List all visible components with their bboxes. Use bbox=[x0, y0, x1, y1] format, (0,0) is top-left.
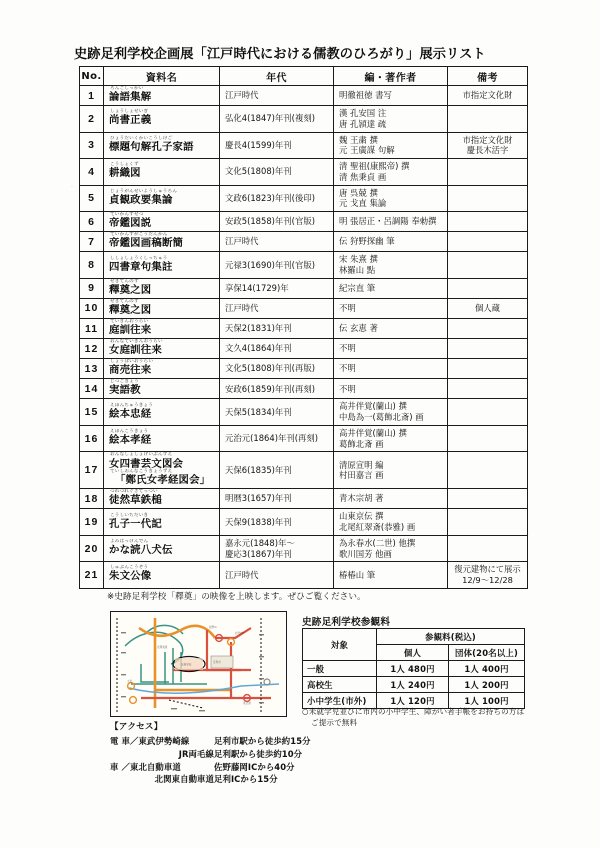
cell-year: 安政5(1858)年刊(官版) bbox=[220, 212, 334, 232]
furigana: ていかんずせつ bbox=[110, 212, 144, 218]
cell-title bbox=[104, 509, 220, 536]
title-text: 徒然草鉄槌 bbox=[109, 494, 162, 507]
cell-note bbox=[448, 252, 528, 279]
cell-note bbox=[448, 339, 528, 359]
cell-year: 江戸時代 bbox=[220, 562, 334, 588]
cell-no: 20 bbox=[80, 535, 104, 562]
fee-header-object: 対象 bbox=[303, 629, 377, 661]
title-text: 実語教 bbox=[109, 384, 141, 397]
table-header-row bbox=[80, 67, 528, 86]
furigana: よみはっけんでん bbox=[110, 539, 149, 545]
cell-note: 市指定文化財 慶長木活字 bbox=[448, 132, 528, 159]
cell-note bbox=[448, 319, 528, 339]
cell-author: 不明 bbox=[334, 298, 448, 318]
cell-no: 19 bbox=[80, 509, 104, 536]
title-text: 朱文公像 bbox=[109, 570, 152, 583]
cell-no: 11 bbox=[80, 319, 104, 339]
svg-text:佐野IC: 佐野IC bbox=[209, 626, 217, 629]
svg-text:足利学校: 足利学校 bbox=[181, 663, 192, 667]
cell-year: 享保14(1729)年 bbox=[220, 278, 334, 298]
cell-author: 清原宣明 編 村田嘉言 画 bbox=[334, 452, 448, 489]
title-text: 孔子一代記 bbox=[109, 517, 162, 530]
cell-no: 14 bbox=[80, 379, 104, 399]
cell-year: 慶長4(1599)年刊 bbox=[220, 132, 334, 159]
table-row bbox=[80, 339, 528, 359]
title-text: 庭訓往来 bbox=[109, 324, 152, 337]
fee-group: 1人 400円 bbox=[449, 661, 525, 677]
cell-title bbox=[104, 379, 220, 399]
furigana: じつごきょう bbox=[110, 379, 139, 385]
cell-author: 為永春水(二世) 他撰 歌川国芳 他画 bbox=[334, 535, 448, 562]
cell-author: 青木宗胡 著 bbox=[334, 489, 448, 509]
cell-title bbox=[104, 278, 220, 298]
cell-title bbox=[104, 298, 220, 318]
cell-author: 魏 王粛 撰 元 王廣謀 句解 bbox=[334, 132, 448, 159]
access-row bbox=[110, 761, 311, 774]
cell-no: 3 bbox=[80, 132, 104, 159]
furigana: ひょうだいくかいこうしけご bbox=[110, 136, 173, 141]
table-row bbox=[80, 359, 528, 379]
cell-title bbox=[104, 562, 220, 588]
cell-no: 9 bbox=[80, 278, 104, 298]
cell-note bbox=[448, 159, 528, 186]
cell-author: 明 張居正・呂調陽 奉勅撰 bbox=[334, 212, 448, 232]
cell-year: 江戸時代 bbox=[220, 232, 334, 252]
cell-no: 12 bbox=[80, 339, 104, 359]
table-row bbox=[80, 535, 528, 562]
cell-author: 高井伴覚(蘭山) 撰 中島為一(葛飾北斎) 画 bbox=[334, 399, 448, 426]
fee-row bbox=[303, 661, 525, 677]
fee-individual: 1人 480円 bbox=[377, 661, 449, 677]
cell-author: 漢 孔安国 注 唐 孔頴達 疏 bbox=[334, 106, 448, 133]
table-row bbox=[80, 212, 528, 232]
cell-title bbox=[104, 252, 220, 279]
cell-author: 伝 狩野探幽 筆 bbox=[334, 232, 448, 252]
cell-year: 文政6(1823)年刊(後印) bbox=[220, 185, 334, 212]
cell-no: 2 bbox=[80, 106, 104, 133]
furigana: しょうしょせいぎ bbox=[110, 109, 149, 115]
cell-note bbox=[448, 535, 528, 562]
table-row bbox=[80, 252, 528, 279]
cell-no: 18 bbox=[80, 489, 104, 509]
cell-no: 4 bbox=[80, 159, 104, 186]
svg-text:北関東道: 北関東道 bbox=[157, 646, 168, 649]
cell-no: 10 bbox=[80, 298, 104, 318]
svg-text:東北道: 東北道 bbox=[243, 702, 251, 705]
cell-title bbox=[104, 132, 220, 159]
fee-individual: 1人 120円 bbox=[377, 693, 449, 709]
table-row bbox=[80, 278, 528, 298]
table-row bbox=[80, 86, 528, 106]
header-title: 資料名 bbox=[104, 67, 220, 86]
cell-title bbox=[104, 425, 220, 452]
cell-no: 7 bbox=[80, 232, 104, 252]
title-text: 貞観政要集論 bbox=[109, 193, 173, 206]
header-note: 備考 bbox=[448, 67, 528, 86]
fee-header-individual: 個人 bbox=[377, 645, 449, 661]
title-text: 女四書芸文図会 bbox=[109, 457, 184, 470]
furigana: つれづれぐさてっつい bbox=[110, 489, 158, 495]
cell-author: 不明 bbox=[334, 339, 448, 359]
cell-author: 宋 朱熹 撰 林羅山 點 bbox=[334, 252, 448, 279]
furigana: おんなしょしょげいぶんずえ bbox=[110, 452, 173, 458]
cell-note bbox=[448, 278, 528, 298]
table-row bbox=[80, 509, 528, 536]
table-row bbox=[80, 232, 528, 252]
fee-section-title: 史跡足利学校参観料 bbox=[302, 617, 391, 628]
cell-year: 文久4(1864)年刊 bbox=[220, 339, 334, 359]
fee-header-groupfee: 団体(20名以上) bbox=[449, 645, 525, 661]
cell-author: 清 聖祖(康熙帝) 撰 清 焦秉貞 画 bbox=[334, 159, 448, 186]
cell-title bbox=[104, 399, 220, 426]
fee-object: 一般 bbox=[303, 661, 377, 677]
video-screening-note: ※史跡足利学校「釋奠」の映像を上映します。ぜひご覧ください。 bbox=[107, 592, 366, 602]
cell-year: 江戸時代 bbox=[220, 298, 334, 318]
cell-title bbox=[104, 359, 220, 379]
fee-header-group: 参観料(税込) bbox=[377, 629, 525, 645]
fee-note bbox=[302, 706, 542, 728]
cell-title bbox=[104, 86, 220, 106]
cell-year: 元禄3(1690)年刊(官版) bbox=[220, 252, 334, 279]
cell-author: 不明 bbox=[334, 359, 448, 379]
cell-note bbox=[448, 489, 528, 509]
fee-group: 1人 200円 bbox=[449, 677, 525, 693]
furigana: しゅぶんこうぞう bbox=[110, 565, 149, 571]
admission-fee-table bbox=[302, 628, 525, 709]
fee-object: 高校生 bbox=[303, 677, 377, 693]
cell-title bbox=[104, 212, 220, 232]
fee-note-line1: ○未就学児並びに市内の小中学生、障がい者手帳をお持ちの方は bbox=[302, 707, 525, 716]
table-row bbox=[80, 399, 528, 426]
title-text: 女庭訓往来 bbox=[109, 344, 162, 357]
title-text: 釋奠之図 bbox=[109, 283, 152, 296]
furigana: えほんこうきょう bbox=[110, 429, 149, 435]
furigana: おんなていきんおうらい bbox=[110, 339, 163, 345]
access-route-value: 足利市駅から徒歩約15分 bbox=[214, 736, 311, 747]
cell-no: 1 bbox=[80, 86, 104, 106]
cell-year: 江戸時代 bbox=[220, 86, 334, 106]
cell-no: 8 bbox=[80, 252, 104, 279]
furigana: ていしおんなこうきょうずえ bbox=[110, 469, 173, 475]
cell-note bbox=[448, 359, 528, 379]
cell-year: 文化5(1808)年刊 bbox=[220, 159, 334, 186]
cell-title bbox=[104, 185, 220, 212]
table-row bbox=[80, 562, 528, 588]
table-row bbox=[80, 298, 528, 318]
cell-year: 安政6(1859)年刊(再刻) bbox=[220, 379, 334, 399]
cell-note bbox=[448, 212, 528, 232]
table-row bbox=[80, 379, 528, 399]
table-row bbox=[80, 452, 528, 489]
title-text: 尚書正義 bbox=[109, 114, 152, 127]
cell-no: 17 bbox=[80, 452, 104, 489]
fee-table-body bbox=[303, 661, 525, 709]
cell-year: 天保2(1831)年刊 bbox=[220, 319, 334, 339]
cell-year: 天保6(1835)年刊 bbox=[220, 452, 334, 489]
furigana: ししょしょうくしっちゅう bbox=[110, 255, 168, 261]
access-route-label: 車 ／東北自動車道 bbox=[110, 761, 181, 772]
cell-no: 16 bbox=[80, 425, 104, 452]
table-row bbox=[80, 132, 528, 159]
furigana: ていきんおうらい bbox=[110, 319, 149, 325]
cell-note bbox=[448, 399, 528, 426]
cell-note bbox=[448, 232, 528, 252]
fee-object: 小中学生(市外) bbox=[303, 693, 377, 709]
cell-title bbox=[104, 319, 220, 339]
cell-note: 市指定文化財 bbox=[448, 86, 528, 106]
title-text: 標題句解孔子家語 bbox=[109, 140, 194, 153]
access-route-label: 電 車／東武伊勢崎線 bbox=[110, 736, 190, 747]
table-row bbox=[80, 159, 528, 186]
cell-no: 13 bbox=[80, 359, 104, 379]
title-text: 「鄭氏女孝経図会」 bbox=[115, 474, 211, 487]
title-text: 絵本忠経 bbox=[109, 407, 152, 420]
table-row bbox=[80, 425, 528, 452]
cell-note bbox=[448, 425, 528, 452]
cell-note bbox=[448, 509, 528, 536]
cell-year: 明暦3(1657)年刊 bbox=[220, 489, 334, 509]
title-text: 四書章句集註 bbox=[109, 260, 173, 273]
cell-no: 21 bbox=[80, 562, 104, 588]
cell-author: 椿椿山 筆 bbox=[334, 562, 448, 588]
svg-text:岩舟JCT: 岩舟JCT bbox=[235, 632, 245, 635]
furigana: ていかんずがこうだんかん bbox=[110, 232, 168, 238]
access-route-value: 足利駅から徒歩約10分 bbox=[214, 748, 303, 759]
furigana: じょうがんせいようしゅうろん bbox=[110, 189, 178, 194]
cell-title bbox=[104, 106, 220, 133]
cell-year: 文化5(1808)年刊(再版) bbox=[220, 359, 334, 379]
title-text: 帝鑑図説 bbox=[109, 217, 152, 230]
furigana: こうしょくず bbox=[110, 162, 139, 168]
header-year: 年代 bbox=[220, 67, 334, 86]
title-text: 耕織図 bbox=[109, 167, 141, 180]
cell-note bbox=[448, 452, 528, 489]
cell-author: 伝 玄恵 著 bbox=[334, 319, 448, 339]
cell-author: 不明 bbox=[334, 379, 448, 399]
page-title: 史跡足利学校企画展「江戸時代における儒教のひろがり」展示リスト bbox=[74, 47, 486, 62]
cell-no: 15 bbox=[80, 399, 104, 426]
cell-note bbox=[448, 106, 528, 133]
title-text: 帝鑑図画稿断簡 bbox=[109, 237, 184, 250]
cell-title bbox=[104, 452, 220, 489]
cell-year: 天保9(1838)年刊 bbox=[220, 509, 334, 536]
title-text: かな読八犬伝 bbox=[109, 544, 173, 557]
cell-author: 山東京伝 撰 北尾紅翠斎(恭雅) 画 bbox=[334, 509, 448, 536]
cell-no: 5 bbox=[80, 185, 104, 212]
cell-year: 元治元(1864)年刊(再刻) bbox=[220, 425, 334, 452]
access-route-label: 北関東自動車道 bbox=[154, 774, 214, 785]
fee-row bbox=[303, 677, 525, 693]
cell-note bbox=[448, 379, 528, 399]
cell-year: 嘉永元(1848)年～ 慶応3(1867)年刊 bbox=[220, 535, 334, 562]
exhibit-list-body bbox=[80, 86, 528, 589]
access-row bbox=[110, 748, 311, 761]
fee-note-line2: ご提示で無料 bbox=[311, 718, 358, 727]
access-row bbox=[110, 735, 311, 748]
fee-header-row-1 bbox=[303, 629, 525, 645]
cell-title bbox=[104, 489, 220, 509]
title-text: 絵本孝経 bbox=[109, 434, 152, 447]
cell-author: 高井伴覚(蘭山) 撰 葛飾北斎 画 bbox=[334, 425, 448, 452]
furigana: えほんちゅうきょう bbox=[110, 403, 154, 408]
access-route-value: 足利ICから15分 bbox=[214, 774, 278, 785]
cell-author: 明徹祖徳 書写 bbox=[334, 86, 448, 106]
svg-text:太田: 太田 bbox=[127, 680, 133, 683]
furigana: こうしいちだいき bbox=[110, 512, 149, 518]
cell-note: 個人蔵 bbox=[448, 298, 528, 318]
cell-year: 天保5(1834)年刊 bbox=[220, 399, 334, 426]
cell-no: 6 bbox=[80, 212, 104, 232]
title-text: 釋奠之図 bbox=[109, 304, 152, 317]
svg-text:足利市: 足利市 bbox=[213, 661, 221, 664]
access-info bbox=[110, 721, 311, 786]
fee-group: 1人 100円 bbox=[449, 693, 525, 709]
exhibit-list-table bbox=[79, 66, 528, 589]
header-no: No. bbox=[80, 67, 104, 86]
map-graphic bbox=[111, 612, 286, 716]
table-row bbox=[80, 185, 528, 212]
access-row bbox=[110, 773, 311, 786]
access-row-list bbox=[110, 735, 311, 786]
table-row bbox=[80, 106, 528, 133]
table-row bbox=[80, 319, 528, 339]
access-route-label: JR両毛線 bbox=[178, 748, 214, 759]
header-author: 編・著作者 bbox=[334, 67, 448, 86]
cell-title bbox=[104, 535, 220, 562]
cell-year: 弘化4(1847)年刊(複刻) bbox=[220, 106, 334, 133]
furigana: しょうばいおうらい bbox=[110, 359, 154, 365]
access-heading: 【アクセス】 bbox=[110, 722, 163, 732]
cell-author: 紀宗直 筆 bbox=[334, 278, 448, 298]
table-row bbox=[80, 489, 528, 509]
cell-author: 唐 呉兢 撰 元 戈直 集論 bbox=[334, 185, 448, 212]
cell-note: 復元建物にて展示 12/9～12/28 bbox=[448, 562, 528, 588]
title-text: 論語集解 bbox=[109, 91, 152, 104]
access-map-image bbox=[110, 611, 287, 717]
furigana: ろんごしっかい bbox=[110, 86, 144, 92]
furigana: せきてんのず bbox=[110, 279, 139, 284]
title-text: 商売往来 bbox=[109, 364, 152, 377]
cell-title bbox=[104, 339, 220, 359]
access-route-value: 佐野藤岡ICから40分 bbox=[214, 761, 295, 772]
cell-note bbox=[448, 185, 528, 212]
cell-title bbox=[104, 159, 220, 186]
cell-title bbox=[104, 232, 220, 252]
fee-individual: 1人 240円 bbox=[377, 677, 449, 693]
furigana: せきてんのず bbox=[110, 299, 139, 304]
